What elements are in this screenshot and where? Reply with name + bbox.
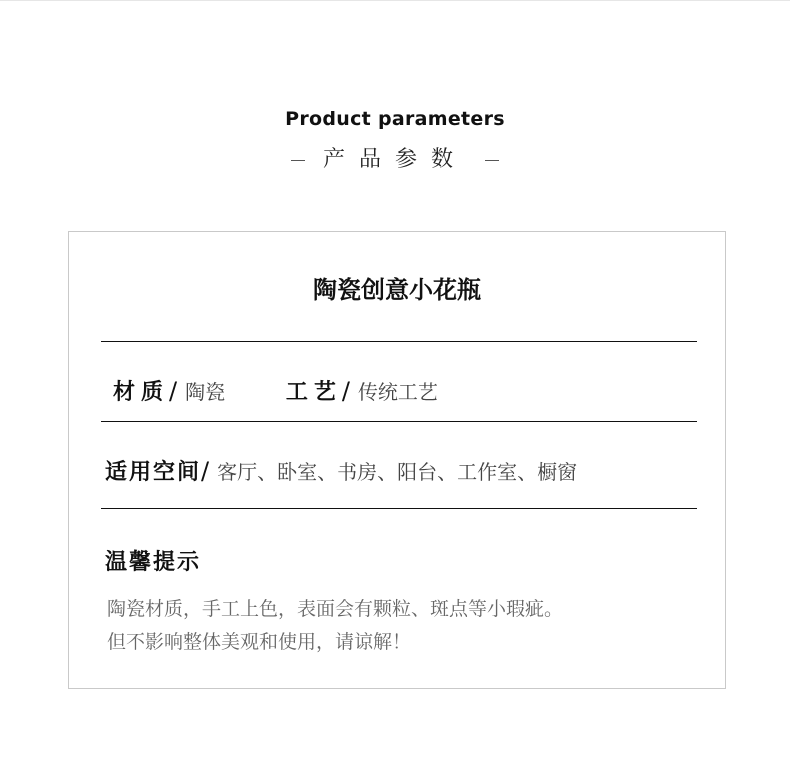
tips-line-2: 但不影响整体美观和使用，请谅解！ — [107, 631, 412, 653]
section-title-en: Product parameters — [285, 108, 505, 130]
space-separator: / — [201, 457, 210, 485]
craft-value: 传统工艺 — [357, 380, 438, 404]
divider-1 — [101, 341, 697, 342]
section-title-cn-text: 产品参数 — [322, 147, 467, 172]
divider-2 — [101, 421, 697, 422]
parameters-card — [68, 231, 726, 689]
right-dash — [485, 160, 499, 161]
divider-3 — [101, 508, 697, 509]
space-label: 适用空间 — [105, 460, 202, 485]
material-value: 陶瓷 — [185, 380, 226, 404]
tips-line-1: 陶瓷材质，手工上色，表面会有颗粒、斑点等小瑕疵。 — [107, 598, 564, 620]
left-dash — [291, 160, 305, 161]
craft-separator: / — [341, 377, 350, 405]
material-craft-row — [113, 375, 438, 406]
space-row — [105, 455, 577, 486]
space-value: 客厅、卧室、书房、阳台、工作室、橱窗 — [217, 460, 578, 484]
material-label: 材质 — [113, 380, 170, 405]
product-name: 陶瓷创意小花瓶 — [313, 276, 481, 304]
material-separator: / — [169, 377, 178, 405]
tips-title: 温馨提示 — [105, 550, 202, 575]
craft-label: 工艺 — [285, 380, 342, 405]
section-title-cn — [0, 142, 790, 173]
top-divider — [0, 0, 790, 1]
